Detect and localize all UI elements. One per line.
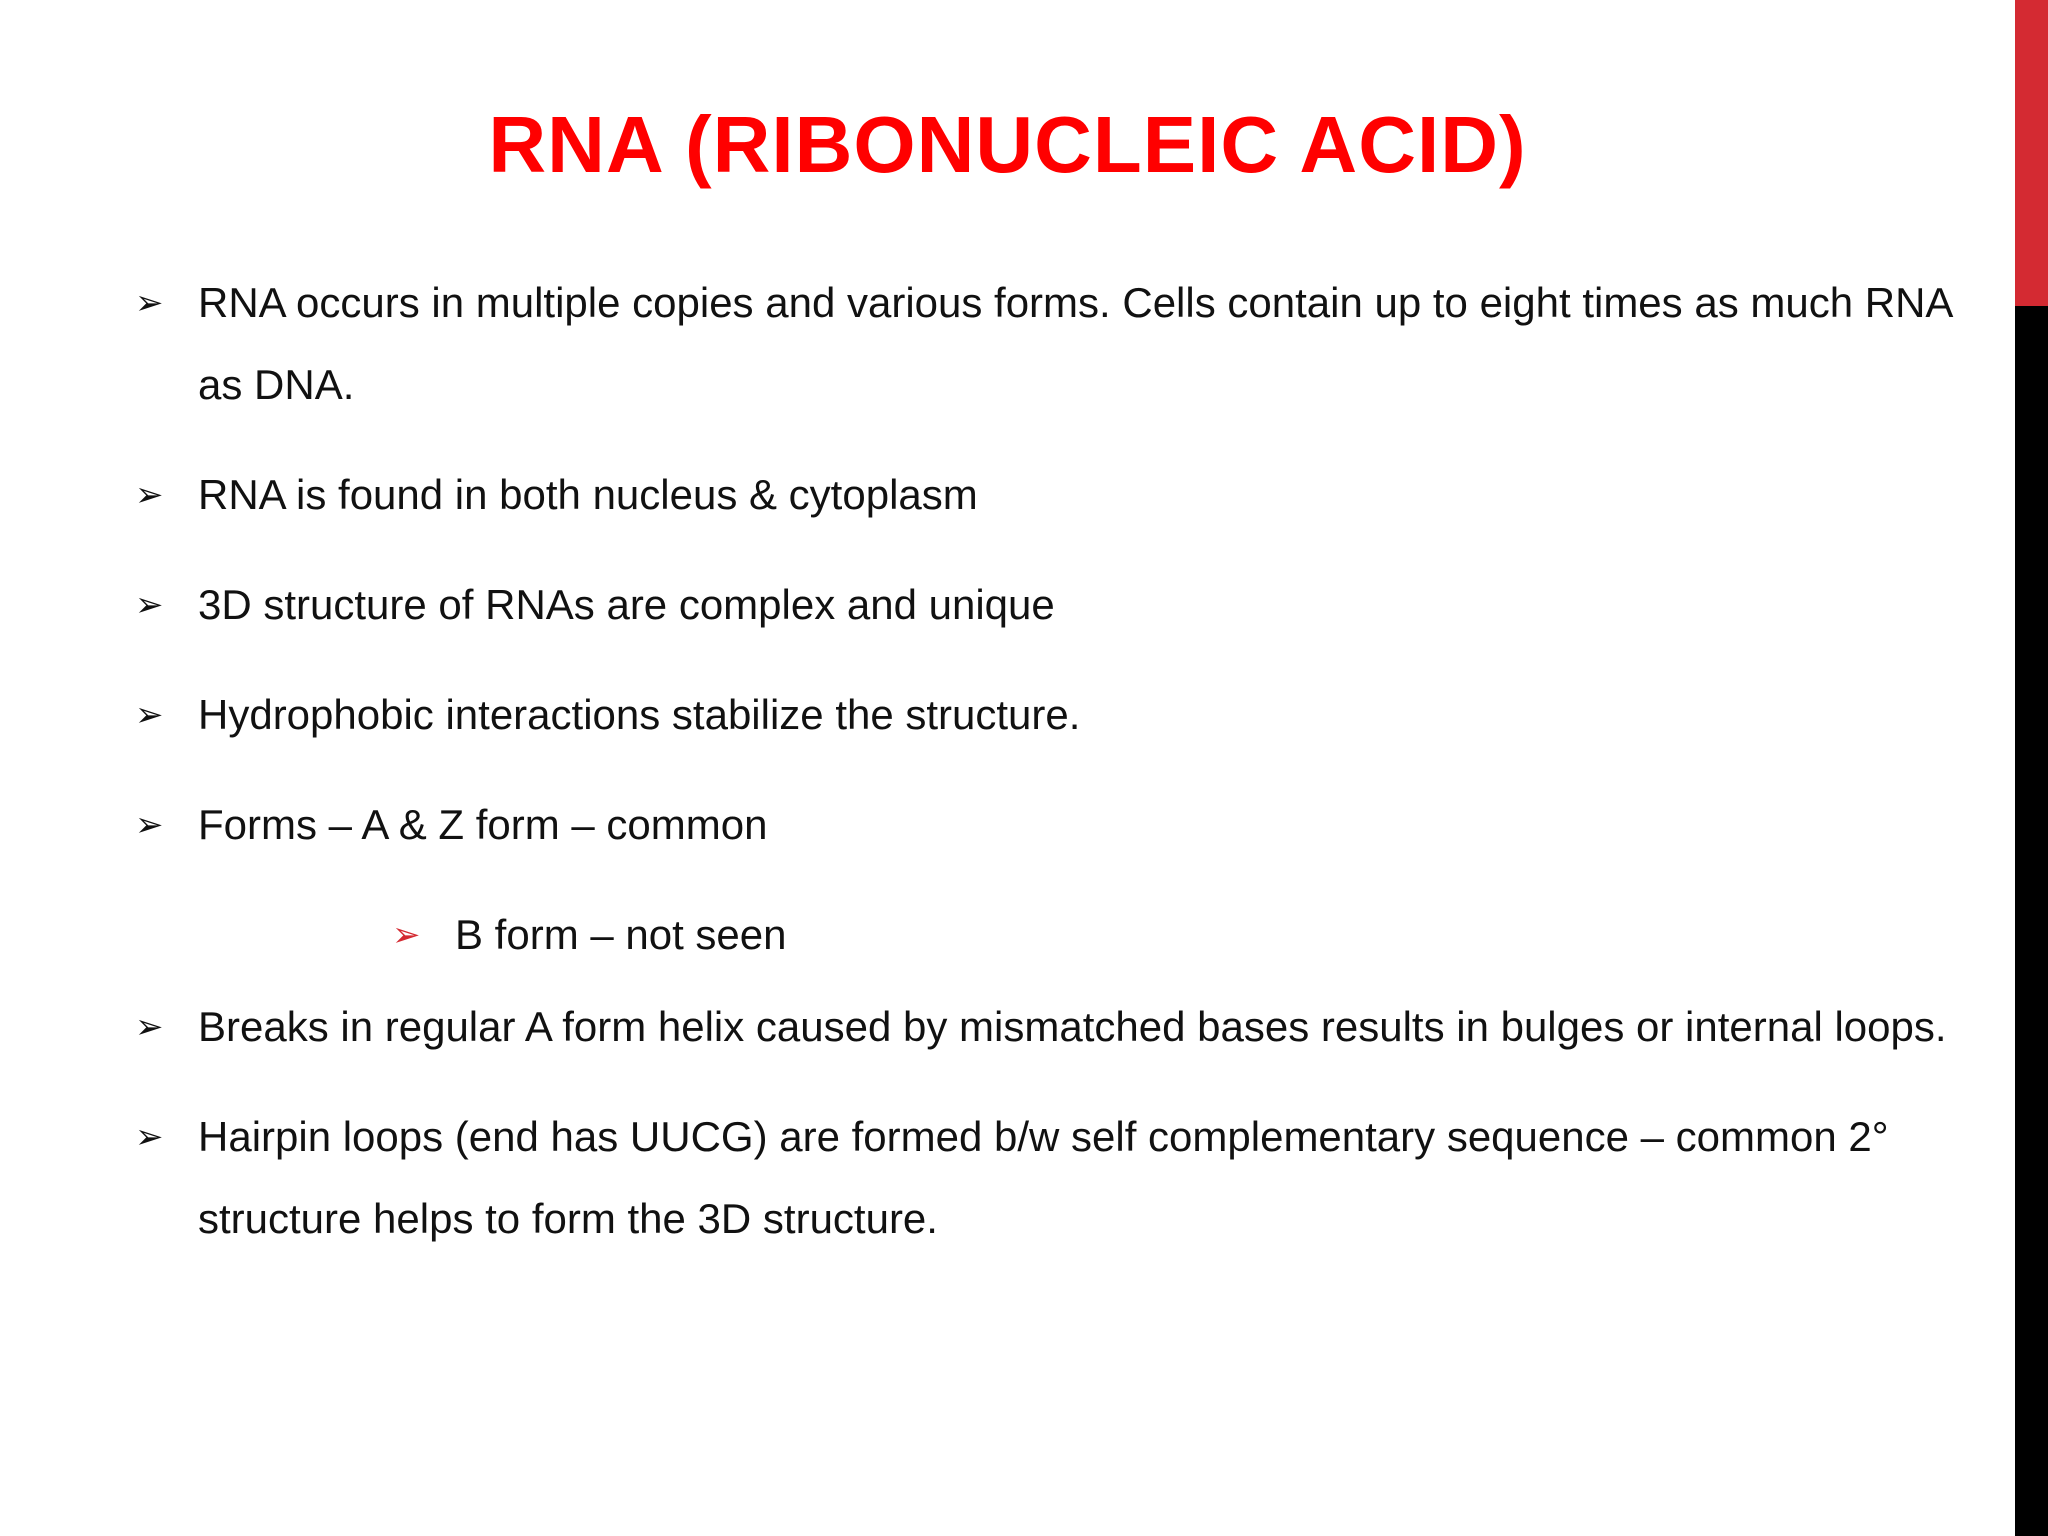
list-item	[135, 784, 1995, 866]
list-item	[135, 262, 1995, 426]
list-item-text: Hairpin loops (end has UUCG) are formed b/w self complementary sequence – common 2° structure helps to form the 3D structure.	[198, 1113, 1889, 1242]
list-item	[135, 1096, 1995, 1260]
list-item-text: Forms – A & Z form – common	[198, 801, 768, 848]
list-item-text: RNA occurs in multiple copies and various forms. Cells contain up to eight times as much RNA as DNA.	[198, 279, 1952, 408]
bullet-list	[135, 262, 1995, 1260]
list-item	[135, 986, 1995, 1068]
arrow-bullet-icon: ➢	[135, 696, 164, 734]
list-item-text: Breaks in regular A form helix caused by mismatched bases results in bulges or internal loops.	[198, 1003, 1947, 1050]
sub-list-item	[392, 894, 1995, 976]
list-item-text: Hydrophobic interactions stabilize the structure.	[198, 691, 1081, 738]
list-item-text: B form – not seen	[455, 911, 787, 958]
side-bar-accent	[2015, 0, 2048, 306]
list-item	[135, 674, 1995, 756]
slide-title: RNA (RIBONUCLEIC ACID)	[488, 100, 1527, 189]
arrow-bullet-icon: ➢	[135, 284, 164, 322]
arrow-bullet-icon: ➢	[135, 1008, 164, 1046]
list-item	[135, 564, 1995, 646]
list-item-text: RNA is found in both nucleus & cytoplasm	[198, 471, 978, 518]
arrow-bullet-icon: ➢	[135, 476, 164, 514]
arrow-bullet-icon: ➢	[135, 806, 164, 844]
list-item	[135, 454, 1995, 536]
list-item-text: 3D structure of RNAs are complex and unique	[198, 581, 1055, 628]
arrow-bullet-icon: ➢	[135, 1118, 164, 1156]
arrow-bullet-icon: ➢	[135, 586, 164, 624]
arrow-bullet-icon: ➢	[392, 916, 421, 954]
